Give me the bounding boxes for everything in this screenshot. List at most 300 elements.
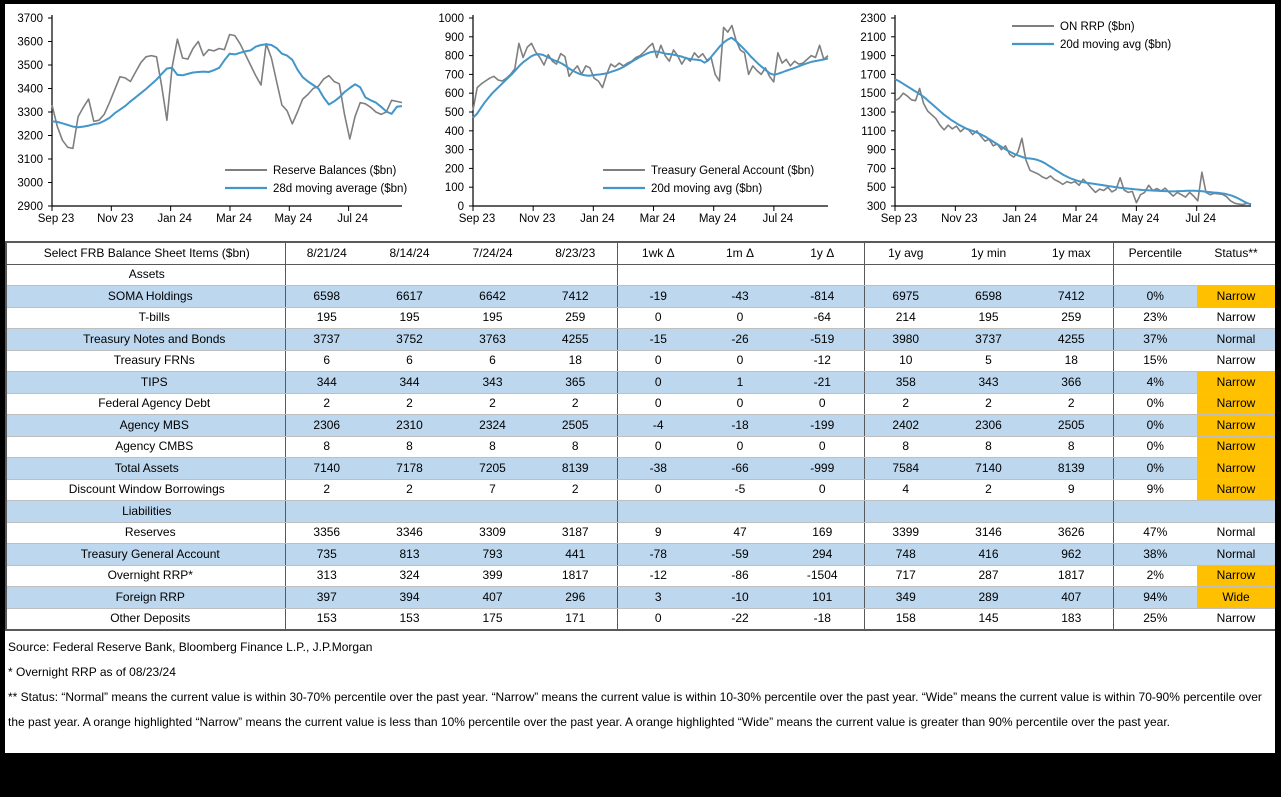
value-cell: 8 [1030,436,1113,458]
value-cell: 2 [1030,393,1113,415]
row-label: Total Assets [6,458,285,480]
status-cell [1197,264,1275,286]
row-label: Liabilities [6,501,285,523]
value-cell [368,264,451,286]
value-cell: -38 [617,458,699,480]
x-tick-label: Jul 24 [337,213,368,225]
percentile-cell: 2% [1113,565,1197,587]
y-tick-label: 700 [444,69,464,82]
y-tick-label: 3700 [17,13,43,25]
value-cell: 6 [451,350,534,372]
value-cell: 0 [617,436,699,458]
balance-sheet-table [5,241,1275,631]
status-cell: Narrow [1197,286,1275,308]
value-cell: 2 [534,393,617,415]
value-cell: -4 [617,415,699,437]
value-cell: 4255 [534,329,617,351]
value-cell: 394 [368,587,451,609]
value-cell: 358 [864,372,947,394]
value-cell: 0 [781,393,864,415]
value-cell: 8 [285,436,368,458]
row-label: Other Deposits [6,608,285,630]
value-cell: 8139 [1030,458,1113,480]
percentile-cell: 0% [1113,286,1197,308]
value-cell: 195 [285,307,368,329]
value-cell: 8 [947,436,1030,458]
status-cell: Narrow [1197,393,1275,415]
series-line [895,89,1251,205]
value-cell: 6598 [285,286,368,308]
percentile-cell: 0% [1113,393,1197,415]
value-cell: 962 [1030,544,1113,566]
value-cell: 8139 [534,458,617,480]
status-cell: Narrow [1197,565,1275,587]
value-cell: 397 [285,587,368,609]
value-cell: 1 [699,372,781,394]
value-cell: 735 [285,544,368,566]
percentile-cell: 25% [1113,608,1197,630]
value-cell: 1817 [534,565,617,587]
value-cell: 296 [534,587,617,609]
value-cell: -10 [699,587,781,609]
reserve-balances-chart-svg [5,4,435,236]
percentile-cell: 38% [1113,544,1197,566]
value-cell: 7178 [368,458,451,480]
table-row [6,565,1275,587]
value-cell: -78 [617,544,699,566]
y-tick-label: 600 [444,88,464,101]
value-cell: 3187 [534,522,617,544]
value-cell: 7412 [534,286,617,308]
value-cell [781,264,864,286]
legend-label: Treasury General Account ($bn) [651,165,815,177]
value-cell: 0 [617,372,699,394]
value-cell: 8 [368,436,451,458]
value-cell: 287 [947,565,1030,587]
value-cell: -18 [699,415,781,437]
x-tick-label: Nov 23 [518,213,556,225]
y-tick-label: 2900 [17,201,43,213]
column-header: 1y max [1030,242,1113,264]
percentile-cell: 15% [1113,350,1197,372]
value-cell: 10 [864,350,947,372]
value-cell [947,264,1030,286]
value-cell: 344 [285,372,368,394]
value-cell: 3626 [1030,522,1113,544]
percentile-cell [1113,501,1197,523]
value-cell: 8 [534,436,617,458]
status-cell: Narrow [1197,415,1275,437]
row-label: Federal Agency Debt [6,393,285,415]
y-tick-label: 900 [444,31,464,44]
column-header: 1y min [947,242,1030,264]
y-tick-label: 300 [866,201,886,213]
value-cell: 171 [534,608,617,630]
value-cell: 7140 [947,458,1030,480]
value-cell: 9 [1030,479,1113,501]
status-cell: Normal [1197,522,1275,544]
value-cell: 3763 [451,329,534,351]
y-tick-label: 1700 [860,69,886,82]
value-cell: -59 [699,544,781,566]
x-tick-label: Jan 24 [1002,213,1037,225]
table-row [6,393,1275,415]
status-cell: Narrow [1197,458,1275,480]
section-row [6,264,1275,286]
table-header-label: Select FRB Balance Sheet Items ($bn) [6,242,285,264]
y-tick-label: 700 [866,163,886,176]
column-header: 7/24/24 [451,242,534,264]
value-cell: 0 [781,479,864,501]
column-header: 1m Δ [699,242,781,264]
on-rrp-chart [860,4,1275,238]
value-cell: -999 [781,458,864,480]
row-label: Overnight RRP* [6,565,285,587]
value-cell: 259 [534,307,617,329]
x-tick-label: Mar 24 [1062,213,1098,225]
value-cell: 4255 [1030,329,1113,351]
row-label: Agency CMBS [6,436,285,458]
percentile-cell: 0% [1113,415,1197,437]
column-header: 1y Δ [781,242,864,264]
legend-label: 20d moving avg ($bn) [651,183,763,195]
value-cell [699,264,781,286]
y-tick-label: 300 [444,144,464,157]
status-cell: Normal [1197,544,1275,566]
footnotes [5,631,1275,735]
status-cell: Narrow [1197,479,1275,501]
value-cell: 366 [1030,372,1113,394]
value-cell: 294 [781,544,864,566]
value-cell: 0 [781,436,864,458]
value-cell: 3 [617,587,699,609]
y-tick-label: 0 [457,201,464,213]
y-tick-label: 500 [444,107,464,119]
value-cell: 3356 [285,522,368,544]
row-label: Treasury FRNs [6,350,285,372]
percentile-cell: 0% [1113,458,1197,480]
value-cell: 145 [947,608,1030,630]
value-cell: 175 [451,608,534,630]
y-tick-label: 1500 [860,88,886,101]
value-cell: 407 [451,587,534,609]
y-tick-label: 2100 [860,31,886,44]
x-tick-label: Jul 24 [762,213,794,225]
value-cell: 399 [451,565,534,587]
value-cell: 3346 [368,522,451,544]
value-cell [1030,501,1113,523]
status-cell: Narrow [1197,436,1275,458]
value-cell: 5 [947,350,1030,372]
y-tick-label: 3000 [17,177,43,190]
value-cell [864,264,947,286]
value-cell: 7140 [285,458,368,480]
y-tick-label: 200 [444,163,464,176]
table-row [6,458,1275,480]
value-cell: 2 [864,393,947,415]
percentile-cell: 0% [1113,436,1197,458]
value-cell: -21 [781,372,864,394]
x-tick-label: Nov 23 [97,213,134,225]
value-cell: 2 [285,393,368,415]
value-cell: -86 [699,565,781,587]
value-cell: 416 [947,544,1030,566]
y-tick-label: 3100 [17,154,43,166]
value-cell: 0 [617,307,699,329]
y-tick-label: 100 [444,182,464,195]
table-row [6,286,1275,308]
column-header: 8/23/23 [534,242,617,264]
y-tick-label: 400 [444,125,464,138]
value-cell: 3399 [864,522,947,544]
column-header: 8/21/24 [285,242,368,264]
value-cell: 365 [534,372,617,394]
value-cell: 6598 [947,286,1030,308]
value-cell [1030,264,1113,286]
value-cell: 0 [699,436,781,458]
value-cell: 2 [534,479,617,501]
x-tick-label: May 24 [274,213,313,225]
column-header: 1wk Δ [617,242,699,264]
value-cell: -519 [781,329,864,351]
value-cell: 6975 [864,286,947,308]
report-page [5,4,1275,753]
value-cell: 3309 [451,522,534,544]
value-cell: 8 [864,436,947,458]
overnight-rrp-note: * Overnight RRP as of 08/23/24 [8,665,176,679]
value-cell: 2 [368,479,451,501]
value-cell: 313 [285,565,368,587]
value-cell: -1504 [781,565,864,587]
row-label: Discount Window Borrowings [6,479,285,501]
value-cell: 2310 [368,415,451,437]
value-cell: 259 [1030,307,1113,329]
value-cell: 2 [947,393,1030,415]
legend-label: Reserve Balances ($bn) [273,165,397,177]
value-cell: 0 [699,307,781,329]
value-cell: 0 [699,350,781,372]
table-row [6,522,1275,544]
value-cell: 183 [1030,608,1113,630]
row-label: T-bills [6,307,285,329]
charts-row [5,4,1275,238]
value-cell [534,501,617,523]
x-tick-label: Sep 23 [880,213,918,225]
value-cell: 289 [947,587,1030,609]
treasury-general-account-chart [435,4,860,238]
value-cell: 195 [368,307,451,329]
value-cell: 3737 [285,329,368,351]
value-cell: 153 [285,608,368,630]
x-tick-label: Jan 24 [580,213,615,225]
value-cell: -18 [781,608,864,630]
percentile-cell: 47% [1113,522,1197,544]
value-cell: 169 [781,522,864,544]
x-tick-label: Nov 23 [941,213,978,225]
value-cell: -19 [617,286,699,308]
value-cell: -12 [781,350,864,372]
value-cell: 214 [864,307,947,329]
value-cell [781,501,864,523]
y-tick-label: 3200 [17,130,43,143]
x-tick-label: Mar 24 [216,213,252,225]
value-cell [285,264,368,286]
value-cell: 2324 [451,415,534,437]
value-cell: -43 [699,286,781,308]
value-cell: 2 [368,393,451,415]
value-cell [451,501,534,523]
percentile-cell: 37% [1113,329,1197,351]
value-cell: 3737 [947,329,1030,351]
y-tick-label: 1000 [438,13,464,25]
value-cell: 2402 [864,415,947,437]
value-cell: 7 [451,479,534,501]
row-label: Treasury General Account [6,544,285,566]
y-tick-label: 3400 [17,83,43,96]
row-label: Reserves [6,522,285,544]
value-cell: 6642 [451,286,534,308]
value-cell: 18 [1030,350,1113,372]
value-cell: 344 [368,372,451,394]
table-header-row [6,242,1275,264]
value-cell: 2306 [947,415,1030,437]
value-cell: 3146 [947,522,1030,544]
status-cell: Narrow [1197,307,1275,329]
on-rrp-chart-svg [860,4,1275,236]
row-label: Assets [6,264,285,286]
value-cell: 343 [947,372,1030,394]
column-header: Percentile [1113,242,1197,264]
value-cell [699,501,781,523]
value-cell: 343 [451,372,534,394]
value-cell: -22 [699,608,781,630]
x-tick-label: Jul 24 [1185,213,1217,225]
value-cell: -814 [781,286,864,308]
value-cell: 349 [864,587,947,609]
table-row [6,544,1275,566]
row-label: Foreign RRP [6,587,285,609]
y-tick-label: 500 [866,182,886,195]
value-cell [285,501,368,523]
value-cell: 2 [947,479,1030,501]
value-cell: 1817 [1030,565,1113,587]
value-cell: -26 [699,329,781,351]
value-cell: 717 [864,565,947,587]
y-tick-label: 3500 [17,60,43,72]
value-cell: 4 [864,479,947,501]
value-cell: 101 [781,587,864,609]
status-definition-note: ** Status: “Normal” means the current value is within 30-70% percentile over the past year. “Narrow” means the current value is within 10-30% percentile over the past year. “Wide” means the current value is within 70-90% percentile over the past year. A orange highlighted “Narrow” means the current value is less than 10% percentile over the past year. A orange highlighted “Wide” means the current value is greater than 90% percentile over the past year. [8,690,1262,729]
value-cell: 3752 [368,329,451,351]
table-row [6,479,1275,501]
value-cell [451,264,534,286]
percentile-cell: 9% [1113,479,1197,501]
series-line [473,26,828,111]
value-cell: 7205 [451,458,534,480]
status-cell: Narrow [1197,608,1275,630]
value-cell: 18 [534,350,617,372]
value-cell: 7412 [1030,286,1113,308]
y-tick-label: 3300 [17,107,43,119]
table-row [6,608,1275,630]
value-cell: 0 [699,393,781,415]
table-row [6,329,1275,351]
y-tick-label: 1900 [860,50,886,63]
value-cell: 195 [947,307,1030,329]
value-cell: 3980 [864,329,947,351]
x-tick-label: Sep 23 [458,213,496,225]
legend-label: 20d moving avg ($bn) [1060,39,1172,51]
value-cell: 6617 [368,286,451,308]
status-cell: Narrow [1197,372,1275,394]
value-cell: 2306 [285,415,368,437]
value-cell: 7584 [864,458,947,480]
table-row [6,436,1275,458]
value-cell: 8 [451,436,534,458]
value-cell [617,501,699,523]
table-row [6,587,1275,609]
percentile-cell: 23% [1113,307,1197,329]
series-line [895,79,1251,204]
value-cell: 2 [451,393,534,415]
row-label: SOMA Holdings [6,286,285,308]
section-row [6,501,1275,523]
value-cell [368,501,451,523]
percentile-cell: 4% [1113,372,1197,394]
source-note: Source: Federal Reserve Bank, Bloomberg Finance L.P., J.P.Morgan [8,640,373,654]
value-cell: -64 [781,307,864,329]
x-tick-label: May 24 [698,213,737,225]
y-tick-label: 3600 [17,36,43,49]
row-label: Agency MBS [6,415,285,437]
value-cell: 195 [451,307,534,329]
table-row [6,350,1275,372]
legend-label: ON RRP ($bn) [1060,21,1135,33]
value-cell: 0 [617,350,699,372]
y-tick-label: 1100 [861,125,886,138]
value-cell: -66 [699,458,781,480]
table-row [6,307,1275,329]
value-cell: 0 [617,608,699,630]
series-line [52,35,402,149]
value-cell [617,264,699,286]
value-cell: -12 [617,565,699,587]
value-cell: 2505 [1030,415,1113,437]
table-row [6,415,1275,437]
column-header: 1y avg [864,242,947,264]
value-cell: 158 [864,608,947,630]
value-cell: 407 [1030,587,1113,609]
value-cell: -199 [781,415,864,437]
reserve-balances-chart [5,4,435,238]
status-cell: Wide [1197,587,1275,609]
legend-label: 28d moving average ($bn) [273,183,408,195]
status-cell: Narrow [1197,350,1275,372]
percentile-cell [1113,264,1197,286]
status-cell [1197,501,1275,523]
treasury-general-account-chart-svg [435,4,860,236]
value-cell [534,264,617,286]
table-row [6,372,1275,394]
value-cell: 2505 [534,415,617,437]
y-tick-label: 900 [866,144,886,157]
column-header: Status** [1197,242,1275,264]
value-cell: 0 [617,393,699,415]
value-cell: 813 [368,544,451,566]
x-tick-label: May 24 [1121,213,1160,225]
value-cell: 748 [864,544,947,566]
column-header: 8/14/24 [368,242,451,264]
